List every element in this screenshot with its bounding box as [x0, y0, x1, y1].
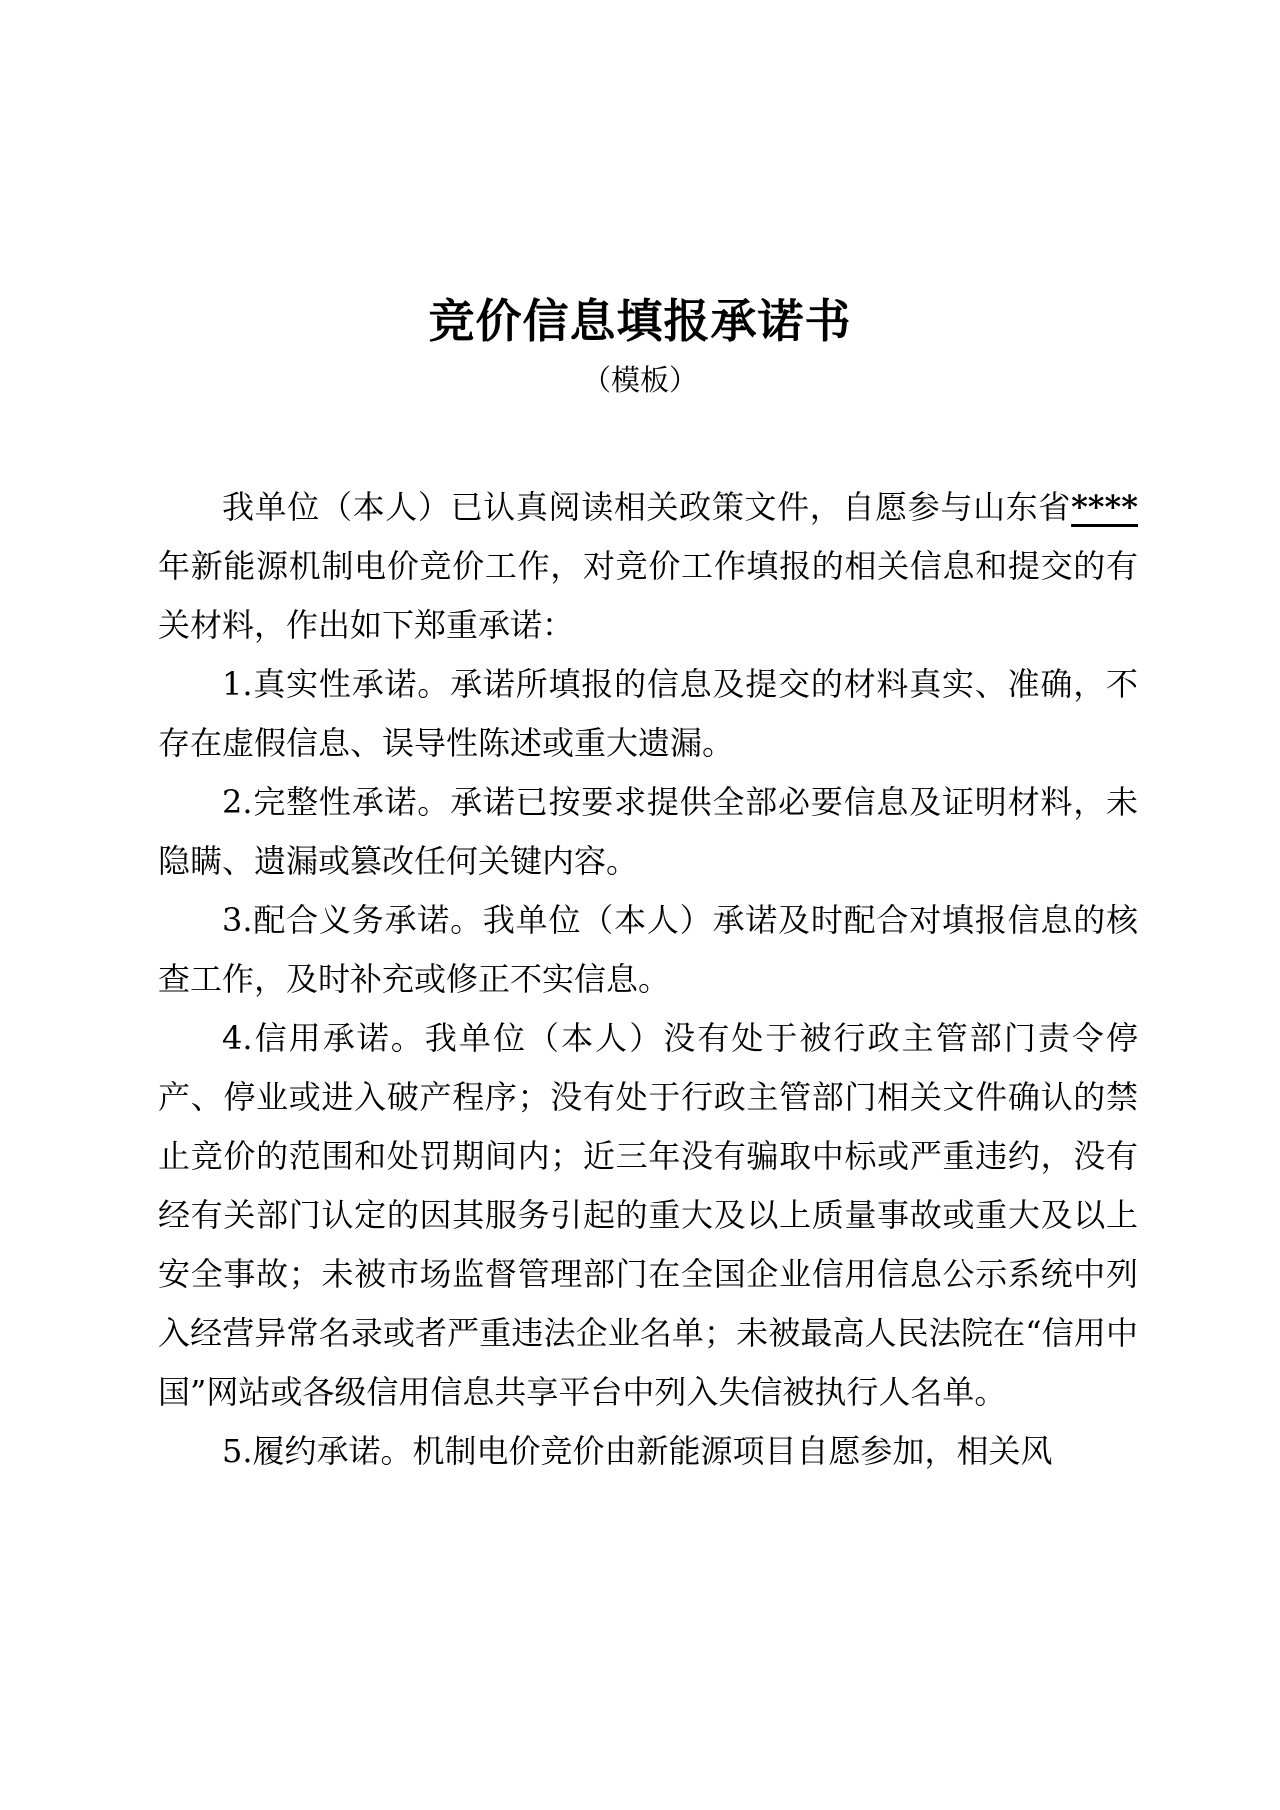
document-subtitle: （模板） [581, 363, 698, 397]
commitment-item-1: 1.真实性承诺。承诺所填报的信息及提交的材料真实、准确，不存在虚假信息、误导性陈述或重大遗漏。 [158, 665, 1138, 762]
commitment-item-4: 4.信用承诺。我单位（本人）没有处于被行政主管部门责令停产、停业或进入破产程序；没有处于行政主管部门相关文件确认的禁止竞价的范围和处罚期间内；近三年没有骗取中标或严重违约，没有经有关部门认定的因其服务引起的重大及以上质量事故或重大及以上安全事故；未被市场监督管理部门在全国企业信用信息公示系统中列入经营异常名录或者严重违法企业名单；未被最高人民法院在“信用中国”网站或各级信用信息共享平台中列入失信被执行人名单。 [158, 1019, 1138, 1411]
intro-text-part2: 年新能源机制电价竞价工作，对竞价工作填报的相关信息和提交的有关材料，作出如下郑重承诺： [158, 547, 1138, 644]
document-title: 竞价信息填报承诺书 [428, 295, 852, 347]
intro-text-part1: 我单位（本人）已认真阅读相关政策文件，自愿参与山东省 [222, 488, 1072, 526]
commitment-item-2: 2.完整性承诺。承诺已按要求提供全部必要信息及证明材料，未隐瞒、遗漏或篡改任何关键内容。 [158, 783, 1138, 880]
intro-paragraph [158, 478, 1138, 655]
commitment-item-3: 3.配合义务承诺。我单位（本人）承诺及时配合对填报信息的核查工作，及时补充或修正不实信息。 [158, 901, 1138, 998]
document-body [158, 478, 1138, 1481]
commitment-item-5: 5.履约承诺。机制电价竞价由新能源项目自愿参加，相关风 [222, 1432, 1053, 1470]
year-blank-placeholder: **** [1071, 488, 1138, 526]
